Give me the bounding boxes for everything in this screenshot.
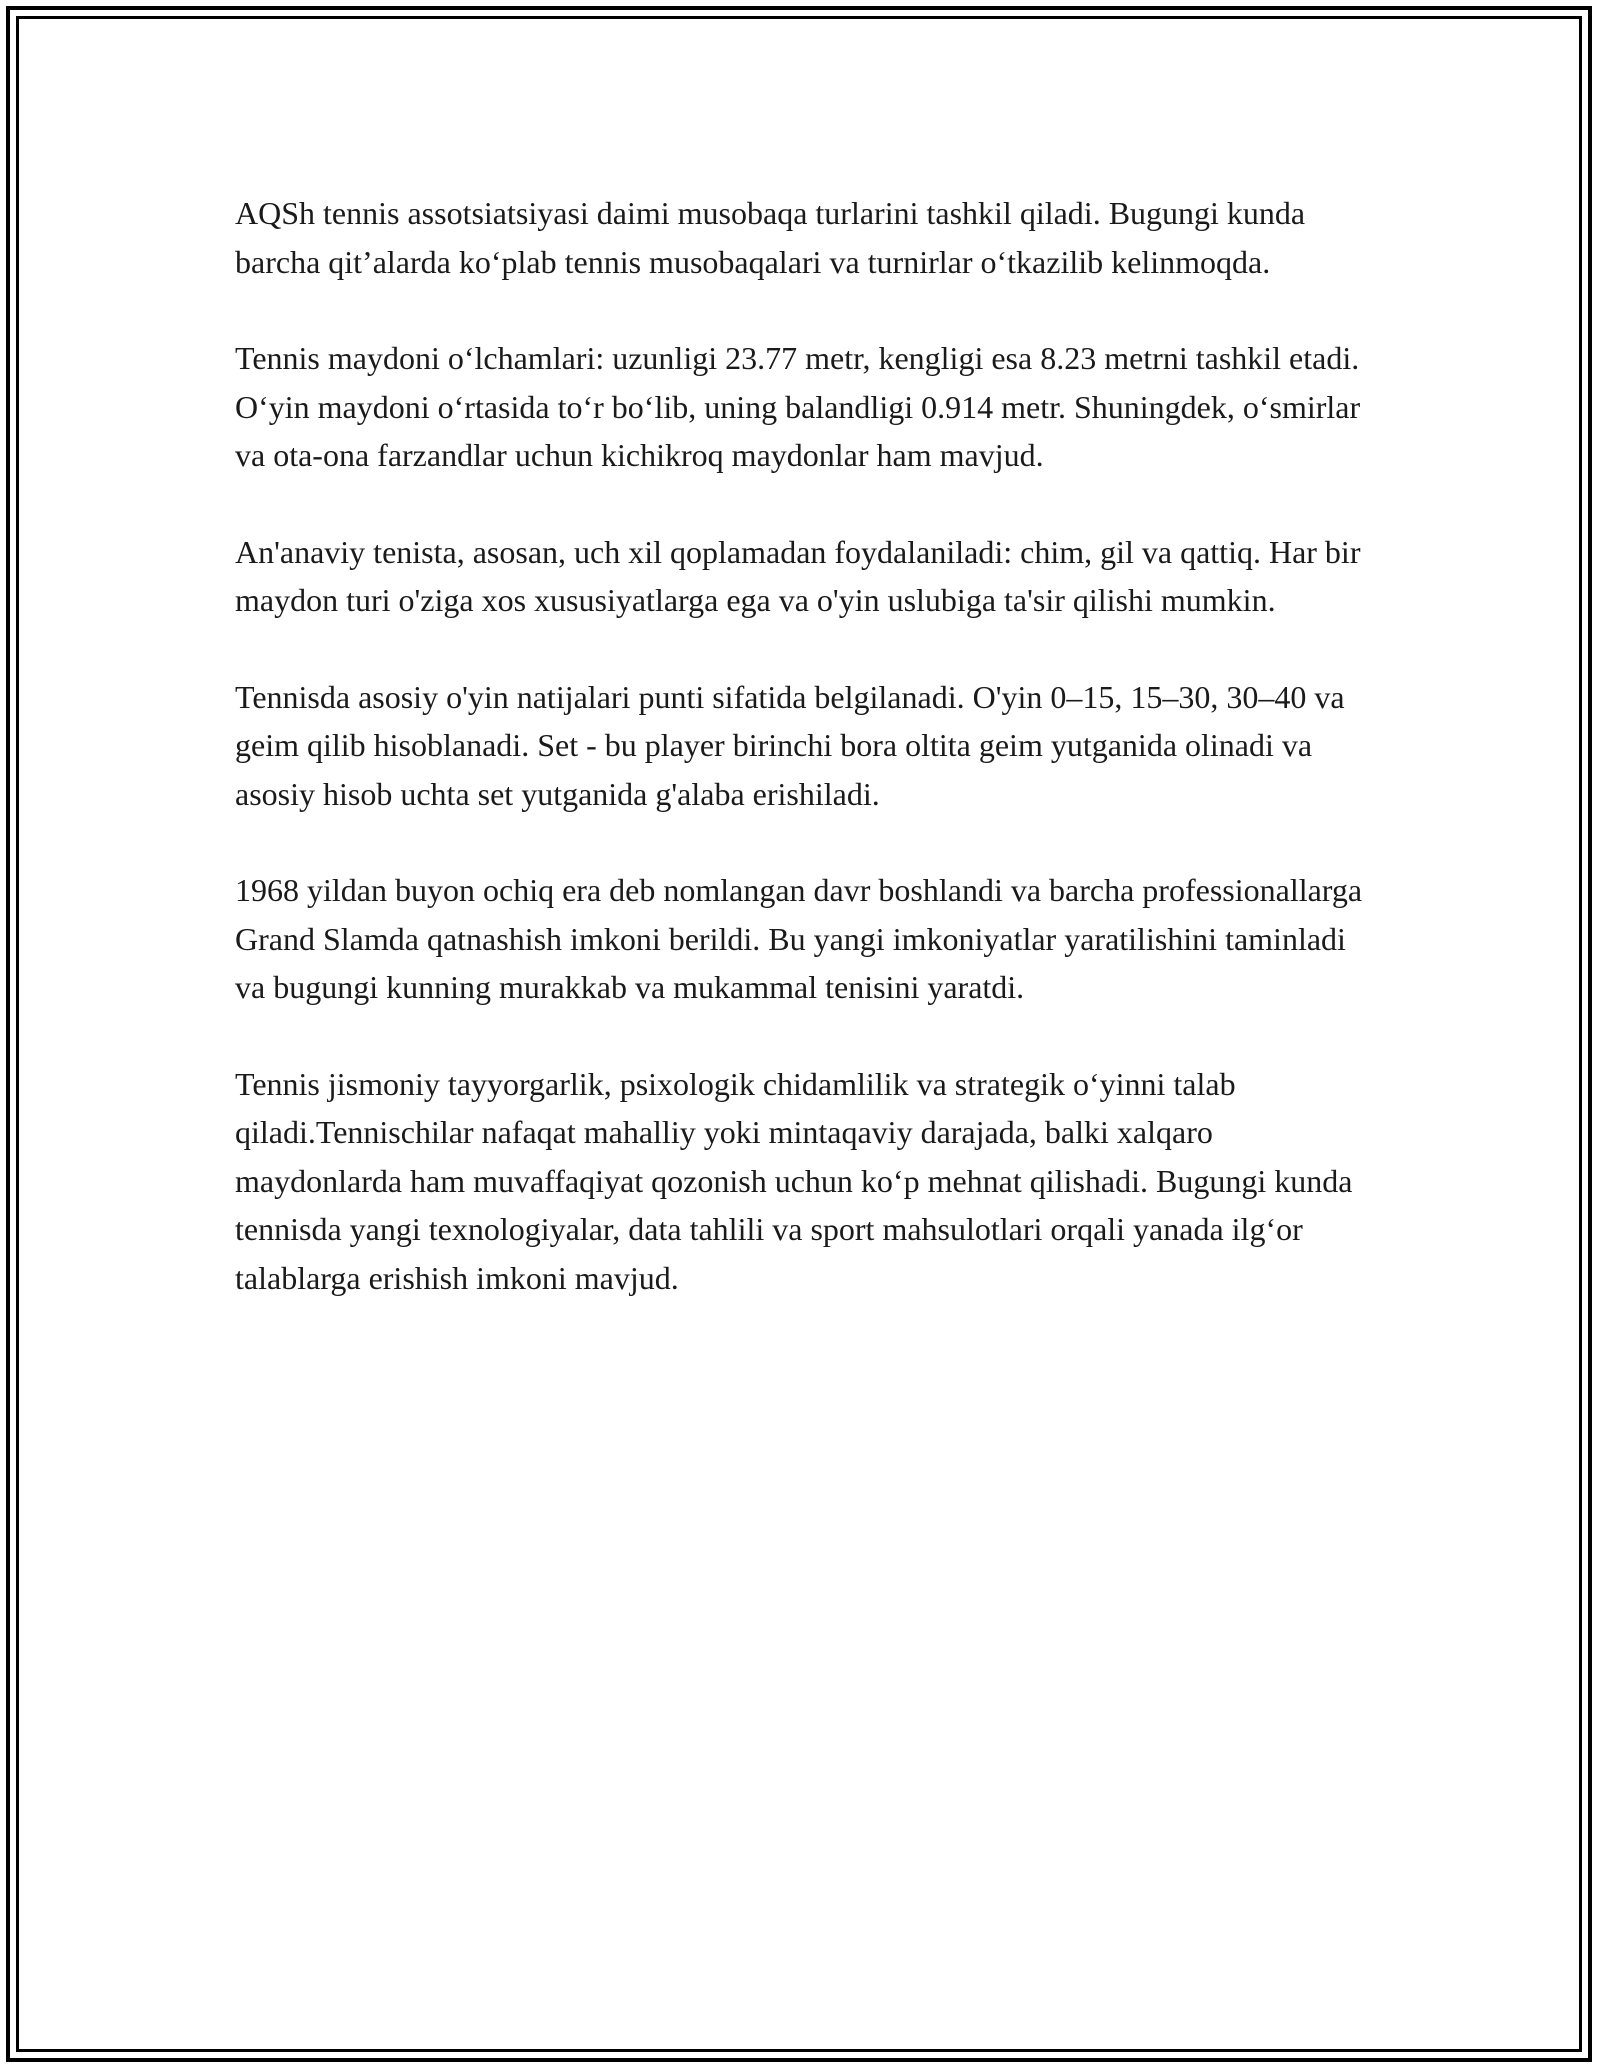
paragraph-court-dimensions: Tennis maydoni o‘lchamlari: uzunligi 23.77 metr, kengligi esa 8.23 metrni tashkil etadi. O‘yin maydoni o‘rtasida to‘r bo‘lib, uning balandligi 0.914 metr. Shuningdek, o‘smirlar va ota-ona farzandlar uchun kichikroq maydonlar ham mavjud. [235, 340, 1361, 473]
paragraph-tennis-associations: AQSh tennis assotsiatsiyasi daimi musobaqa turlarini tashkil qiladi. Bugungi kunda barcha qit’alarda ko‘plab tennis musobaqalari va turnirlar o‘tkazilib kelinmoqda. [235, 195, 1306, 280]
paragraph-training: Tennis jismoniy tayyorgarlik, psixologik chidamlilik va strategik o‘yinni talab qiladi.Tennischilar nafaqat mahalliy yoki mintaqaviy darajada, balki xalqaro maydonlarda ham muvaffaqiyat qozonish uchun ko‘p mehnat qilishadi. Bugungi kunda tennisda yangi texnologiyalar, data tahlili va sport mahsulotlari orqali yanada ilg‘or talablarga erishish imkoni mavjud. [235, 1065, 1353, 1296]
document-body [235, 189, 1375, 1350]
paragraph-open-era: 1968 yildan buyon ochiq era deb nomlangan davr boshlandi va barcha professionallarga Grand Slamda qatnashish imkoni berildi. Bu yangi imkoniyatlar yaratilishini taminladi va bugungi kunning murakkab va mukammal tenisini yaratdi. [235, 872, 1363, 1005]
paragraph-court-surfaces: An'anaviy tenista, asosan, uch xil qoplamadan foydalaniladi: chim, gil va qattiq. Har bir maydon turi o'ziga xos xususiyatlarga ega va o'yin uslubiga ta'sir qilishi mumkin. [235, 533, 1361, 618]
paragraph-scoring: Tennisda asosiy o'yin natijalari punti sifatida belgilanadi. O'yin 0–15, 15–30, 30–40 va geim qilib hisoblanadi. Set - bu player birinchi bora oltita geim yutganida olinadi va asosiy hisob uchta set yutganida g'alaba erishiladi. [235, 678, 1345, 812]
